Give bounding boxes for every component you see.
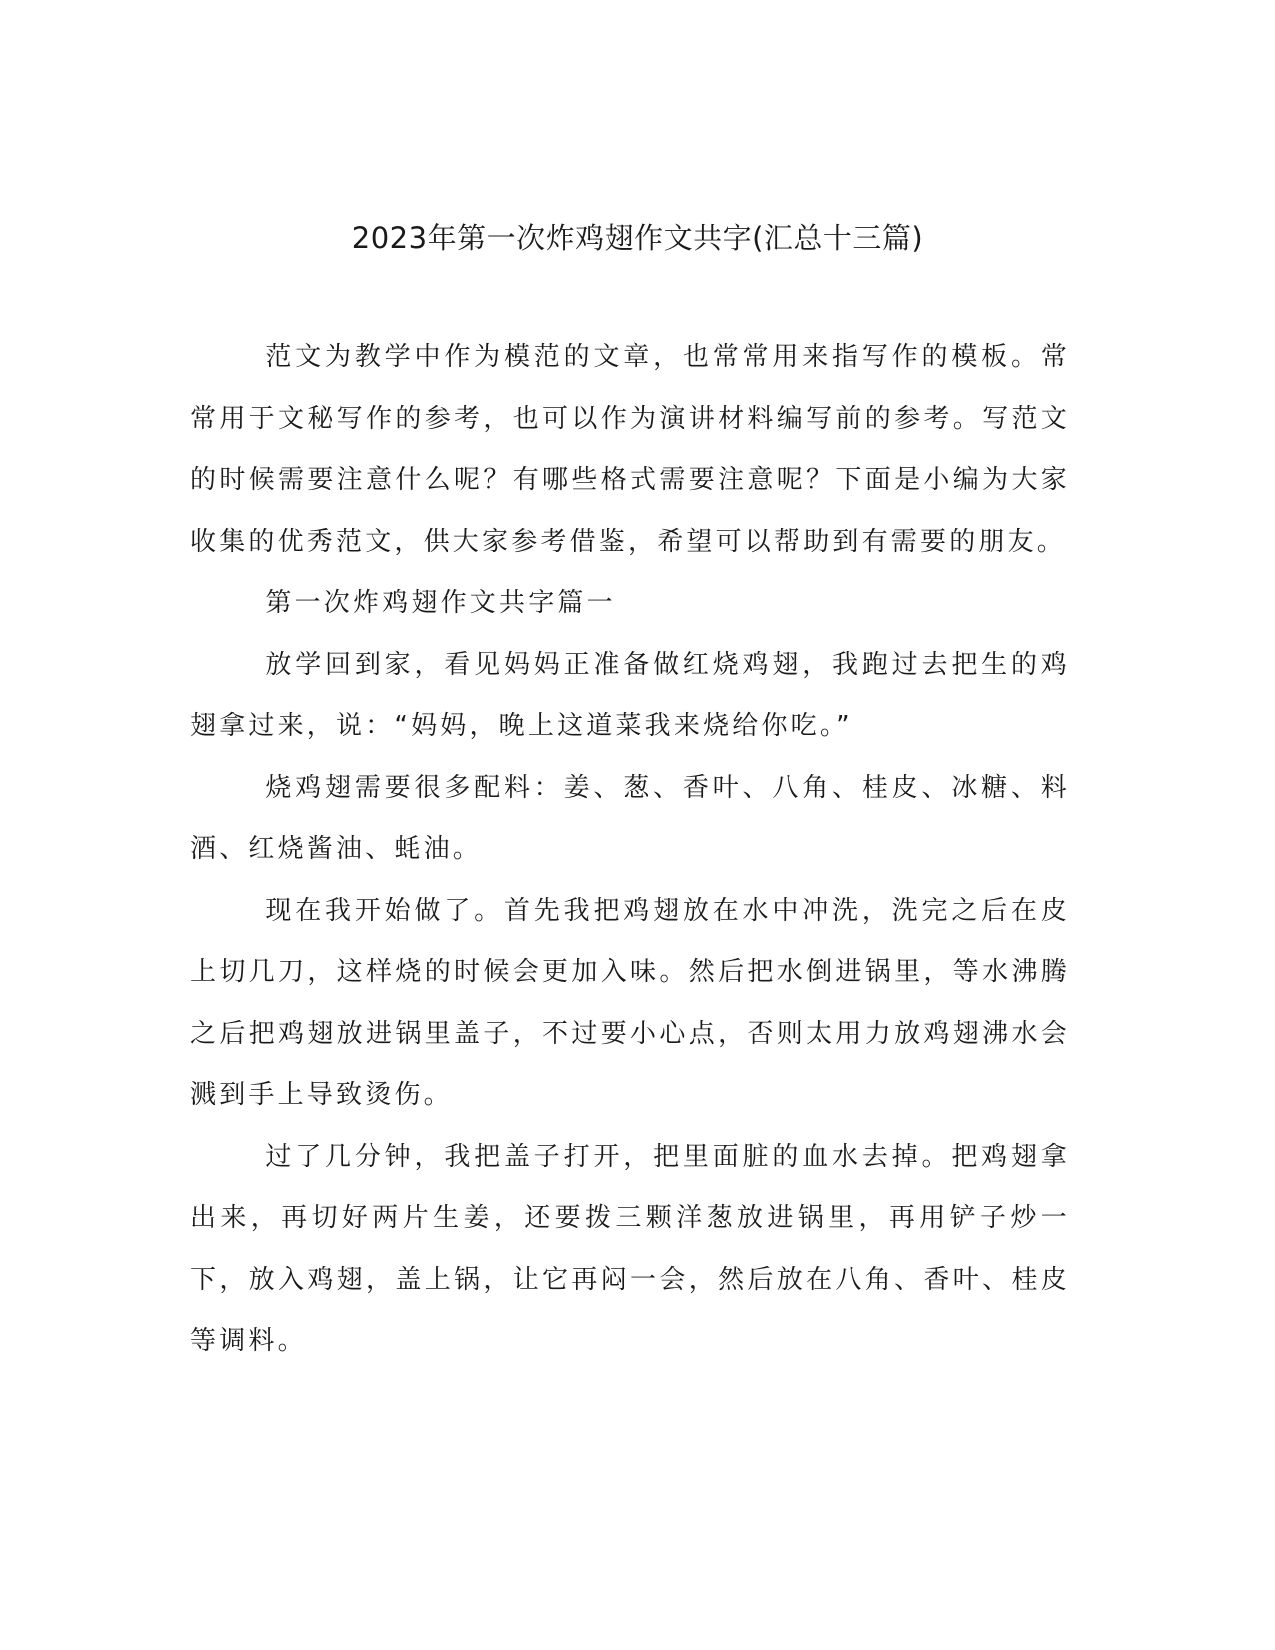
paragraph: 过了几分钟，我把盖子打开，把里面脏的血水去掉。把鸡翅拿出来，再切好两片生姜，还要拨三颗洋葱放进锅里，再用铲子炒一下，放入鸡翅，盖上锅，让它再闷一会，然后放在八角、香叶、桂皮等调料。 [190,1141,1070,1356]
paragraph: 烧鸡翅需要很多配料：姜、葱、香叶、八角、桂皮、冰糖、料酒、红烧酱油、蚝油。 [190,772,1070,864]
document-body [190,327,1070,1373]
paragraph: 现在我开始做了。首先我把鸡翅放在水中冲洗，洗完之后在皮上切几刀，这样烧的时候会更加入味。然后把水倒进锅里，等水沸腾之后把鸡翅放进锅里盖子，不过要小心点，否则太用力放鸡翅沸水会溅到手上导致烫伤。 [190,895,1070,1110]
paragraph-intro: 范文为教学中作为模范的文章，也常常用来指写作的模板。常常用于文秘写作的参考，也可以作为演讲材料编写前的参考。写范文的时候需要注意什么呢？有哪些格式需要注意呢？下面是小编为大家收集的优秀范文，供大家参考借鉴，希望可以帮助到有需要的朋友。 [190,342,1070,557]
paragraph: 放学回到家，看见妈妈正准备做红烧鸡翅，我跑过去把生的鸡翅拿过来，说：“妈妈，晚上这道菜我来烧给你吃。” [190,649,1070,741]
document-title: 2023年第一次炸鸡翅作文共字(汇总十三篇) [351,221,924,255]
section-heading: 第一次炸鸡翅作文共字篇一 [265,588,616,618]
